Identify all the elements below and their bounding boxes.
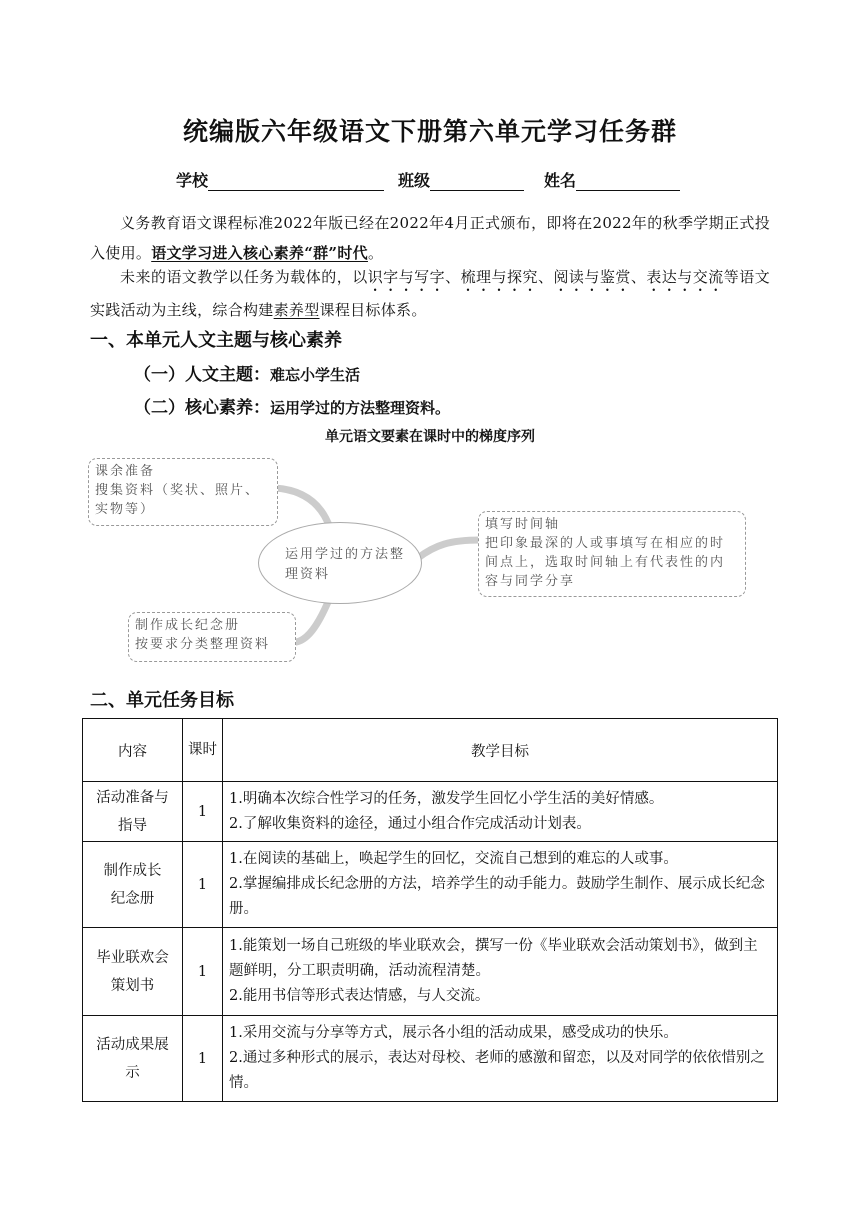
intro-text: 未来的语文教学以任务为载体的，以 [120, 268, 368, 286]
diagram-title: 单元语文要素在课时中的梯度序列 [325, 429, 535, 445]
goal-item: 1.在阅读的基础上，唤起学生的回忆，交流自己想到的难忘的人或事。 [229, 851, 678, 867]
node-text: 按要求分类整理资料 [135, 637, 271, 652]
header-hours: 课时 [183, 719, 223, 782]
intro-text: 课程目标体系。 [319, 301, 427, 319]
row-hours: 1 [183, 928, 223, 1016]
section-heading-1: 一、本单元人文主题与核心素养 [90, 330, 342, 351]
school-blank[interactable] [208, 172, 384, 191]
table-row [83, 1016, 778, 1102]
goal-item: 2.能用书信等形式表达情感，与人交流。 [229, 988, 490, 1004]
table-row [83, 782, 778, 842]
center-text: 运用学过的方法整理资料 [285, 547, 406, 582]
intro-text: 义务教育语文课程标准2022年版已经在2022年4月正式颁布，即将在2022年的秋季学期正式投入使用。 [90, 214, 770, 262]
goals-table [82, 718, 778, 1102]
page-title: 统编版六年级语文下册第六单元学习任务群 [182, 117, 677, 146]
row-goals [223, 782, 778, 842]
table-row [83, 928, 778, 1016]
header-content: 内容 [83, 719, 183, 782]
row-goals [223, 842, 778, 928]
row-content: 活动准备与指导 [83, 782, 183, 842]
row-content: 活动成果展示 [83, 1016, 183, 1102]
goal-item: 2.了解收集资料的途径，通过小组合作完成活动计划表。 [229, 815, 591, 832]
intro-paragraph-1 [90, 208, 770, 268]
row-content: 制作成长纪念册 [83, 842, 183, 928]
intro-text: 等语文实践活动为主线，综合构建 [90, 268, 770, 319]
connector-bottom-left [296, 602, 328, 642]
class-label: 班级 [398, 171, 431, 190]
node-timeline [478, 511, 746, 597]
header-goals: 教学目标 [223, 719, 778, 782]
connector-right [418, 540, 480, 558]
intro-underline: 素养型 [273, 301, 320, 319]
goal-item: 1.明确本次综合性学习的任务，激发学生回忆小学生活的美好情感。 [229, 790, 664, 807]
node-prepare [88, 458, 278, 526]
node-title: 填写时间轴 [485, 517, 561, 532]
section-heading-2: 二、单元任务目标 [90, 690, 234, 711]
theme-label: （一）人文主题： [134, 365, 270, 385]
student-info [176, 168, 694, 191]
table-header-row [83, 719, 778, 782]
name-label: 姓名 [544, 171, 577, 190]
intro-highlight: 语文学习进入核心素养“群”时代 [151, 244, 368, 262]
goal-item: 1.采用交流与分享等方式，展示各小组的活动成果，感受成功的快乐。 [229, 1025, 678, 1041]
core-value: 运用学过的方法整理资料。 [270, 399, 451, 417]
node-title: 课余准备 [95, 464, 156, 479]
core-label: （二）核心素养： [134, 398, 270, 418]
goal-item: 1.能策划一场自己班级的毕业联欢会，撰写一份《毕业联欢会活动策划书》，做到主题鲜明，分工职责明确，活动流程清楚。 [229, 938, 758, 979]
theme-line [134, 360, 360, 385]
core-line [134, 393, 450, 418]
intro-emphasis: 识字与写字、梳理与探究、阅读与鉴赏、表达与交流 [367, 268, 724, 286]
class-blank[interactable] [430, 172, 524, 191]
theme-value: 难忘小学生活 [270, 366, 361, 384]
node-album [128, 612, 296, 662]
row-goals [223, 1016, 778, 1102]
row-hours: 1 [183, 1016, 223, 1102]
name-blank[interactable] [576, 172, 680, 191]
table-row [83, 842, 778, 928]
row-content: 毕业联欢会策划书 [83, 928, 183, 1016]
school-label: 学校 [176, 171, 209, 190]
node-text: 把印象最深的人或事填写在相应的时间点上，选取时间轴上有代表性的内容与同学分享 [485, 536, 726, 589]
row-goals [223, 928, 778, 1016]
intro-paragraph-2 [90, 262, 770, 326]
diagram-center [258, 522, 422, 604]
goal-item: 2.掌握编排成长纪念册的方法，培养学生的动手能力。鼓励学生制作、展示成长纪念册。 [229, 876, 765, 917]
goal-item: 2.通过多种形式的展示，表达对母校、老师的感激和留恋，以及对同学的依依惜别之情。 [229, 1050, 765, 1091]
row-hours: 1 [183, 782, 223, 842]
intro-text: 。 [367, 244, 384, 262]
node-title: 制作成长纪念册 [135, 618, 241, 633]
row-hours: 1 [183, 842, 223, 928]
node-text: 搜集资料（奖状、照片、实物等） [95, 483, 261, 517]
